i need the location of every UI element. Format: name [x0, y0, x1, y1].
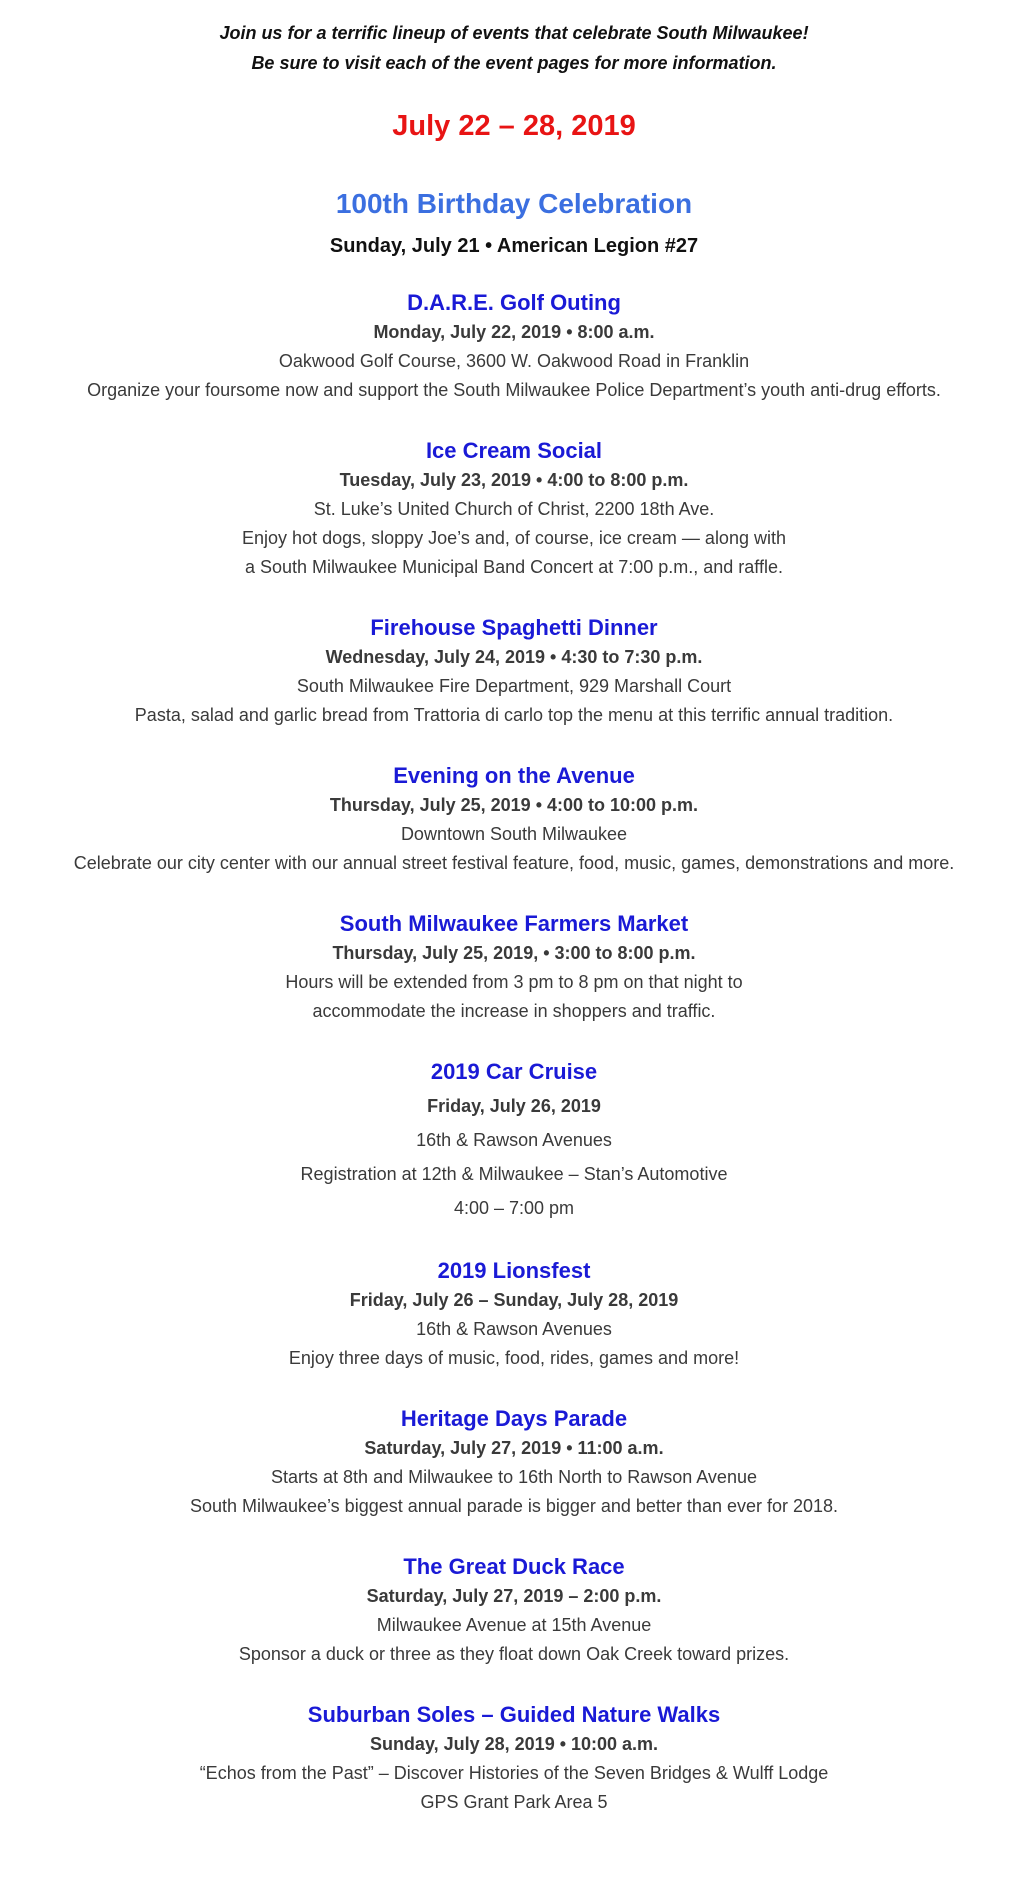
- event-detail: 16th & Rawson Avenues: [416, 1319, 612, 1339]
- event-suburban-soles: [0, 1700, 1028, 1817]
- event-title-link[interactable]: South Milwaukee Farmers Market: [339, 911, 689, 936]
- event-when: Thursday, July 25, 2019, • 3:00 to 8:00 p.m.: [332, 943, 696, 963]
- event-detail: South Milwaukee’s biggest annual parade is bigger and better than ever for 2018.: [189, 1496, 839, 1516]
- event-title-link[interactable]: The Great Duck Race: [403, 1554, 625, 1579]
- event-great-duck-race: [0, 1552, 1028, 1669]
- event-ice-cream-social: [0, 436, 1028, 582]
- event-when: Tuesday, July 23, 2019 • 4:00 to 8:00 p.m.: [339, 470, 689, 490]
- intro-line-2: Be sure to visit each of the event pages for more information.: [251, 53, 777, 73]
- event-when: Saturday, July 27, 2019 • 11:00 a.m.: [364, 1438, 664, 1458]
- intro-line-1: Join us for a terrific lineup of events that celebrate South Milwaukee!: [219, 23, 809, 43]
- event-detail: South Milwaukee Fire Department, 929 Marshall Court: [296, 676, 732, 696]
- event-detail: Downtown South Milwaukee: [400, 824, 628, 844]
- event-title-link[interactable]: Ice Cream Social: [425, 438, 603, 463]
- event-title-link[interactable]: Evening on the Avenue: [393, 763, 635, 788]
- event-detail: St. Luke’s United Church of Christ, 2200 18th Ave.: [313, 499, 715, 519]
- events-list: [0, 288, 1028, 1817]
- event-evening-on-the-avenue: [0, 761, 1028, 878]
- event-heritage-days-parade: [0, 1404, 1028, 1521]
- event-detail: Organize your foursome now and support the South Milwaukee Police Department’s youth anti-drug efforts.: [87, 380, 941, 400]
- event-detail: Milwaukee Avenue at 15th Avenue: [376, 1615, 652, 1635]
- event-detail: Starts at 8th and Milwaukee to 16th North to Rawson Avenue: [271, 1467, 757, 1487]
- event-when: Monday, July 22, 2019 • 8:00 a.m.: [373, 322, 655, 342]
- event-lionsfest: [0, 1256, 1028, 1373]
- event-when: Wednesday, July 24, 2019 • 4:30 to 7:30 p.m.: [325, 647, 703, 667]
- event-detail: GPS Grant Park Area 5: [420, 1792, 608, 1812]
- event-detail: accommodate the increase in shoppers and traffic.: [312, 1001, 716, 1021]
- event-when: Saturday, July 27, 2019 – 2:00 p.m.: [366, 1586, 662, 1606]
- event-detail: 4:00 – 7:00 pm: [453, 1198, 575, 1218]
- dates-heading: July 22 – 28, 2019: [392, 110, 636, 142]
- event-title-link[interactable]: 2019 Lionsfest: [437, 1258, 591, 1283]
- event-title-link[interactable]: 2019 Car Cruise: [430, 1059, 598, 1084]
- event-when: Friday, July 26 – Sunday, July 28, 2019: [349, 1290, 679, 1310]
- event-when: Thursday, July 25, 2019 • 4:00 to 10:00 p.m.: [329, 795, 699, 815]
- event-detail: Pasta, salad and garlic bread from Trattoria di carlo top the menu at this terrific annual tradition.: [134, 705, 894, 725]
- event-detail: Enjoy three days of music, food, rides, games and more!: [288, 1348, 740, 1368]
- event-farmers-market: [0, 909, 1028, 1026]
- event-title-link[interactable]: Heritage Days Parade: [400, 1406, 628, 1431]
- event-title-link[interactable]: Firehouse Spaghetti Dinner: [370, 615, 658, 640]
- event-detail: Registration at 12th & Milwaukee – Stan’s Automotive: [300, 1164, 728, 1184]
- event-detail: Celebrate our city center with our annual street festival feature, food, music, games, demonstrations and more.: [73, 853, 955, 873]
- birthday-subtitle: Sunday, July 21 • American Legion #27: [329, 235, 699, 257]
- intro: [0, 0, 1028, 78]
- event-detail: 16th & Rawson Avenues: [416, 1130, 612, 1150]
- event-detail: Oakwood Golf Course, 3600 W. Oakwood Road in Franklin: [278, 351, 750, 371]
- event-detail: Enjoy hot dogs, sloppy Joe’s and, of course, ice cream — along with: [242, 528, 786, 548]
- event-firehouse-spaghetti-dinner: [0, 613, 1028, 730]
- birthday-title: 100th Birthday Celebration: [335, 188, 693, 219]
- event-detail: a South Milwaukee Municipal Band Concert at 7:00 p.m., and raffle.: [245, 557, 783, 577]
- event-detail: “Echos from the Past” – Discover Histories of the Seven Bridges & Wulff Lodge: [199, 1763, 829, 1783]
- event-when: Friday, July 26, 2019: [427, 1096, 601, 1116]
- event-car-cruise: [0, 1057, 1028, 1225]
- event-when: Sunday, July 28, 2019 • 10:00 a.m.: [369, 1734, 659, 1754]
- event-title-link[interactable]: D.A.R.E. Golf Outing: [407, 290, 621, 315]
- event-detail: Hours will be extended from 3 pm to 8 pm on that night to: [285, 972, 743, 992]
- event-detail: Sponsor a duck or three as they float down Oak Creek toward prizes.: [238, 1644, 790, 1664]
- event-dare-golf-outing: [0, 288, 1028, 405]
- event-title-link[interactable]: Suburban Soles – Guided Nature Walks: [307, 1702, 721, 1727]
